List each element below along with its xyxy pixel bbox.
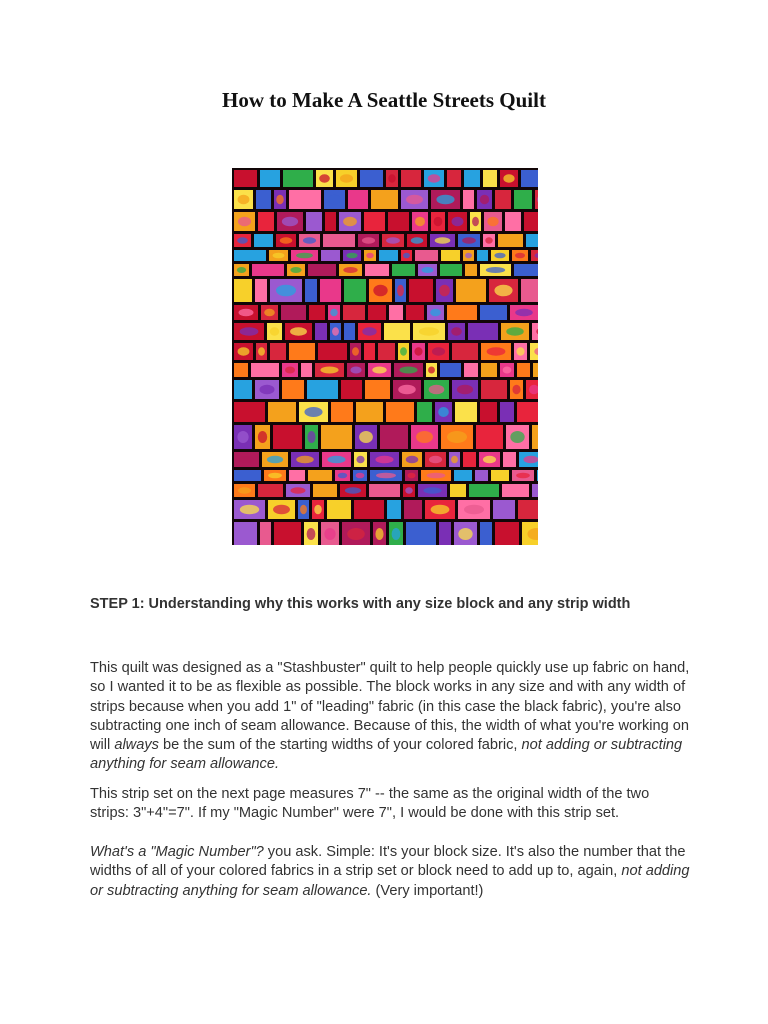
quilt-petal: [307, 528, 316, 540]
quilt-patch: [331, 402, 353, 422]
quilt-petal: [423, 487, 441, 494]
paragraph-3: [90, 843, 690, 901]
quilt-petal: [486, 267, 505, 273]
quilt-patch: [480, 305, 507, 320]
quilt-patch: [517, 402, 538, 422]
quilt-patch: [514, 264, 538, 276]
quilt-petal: [452, 217, 464, 227]
quilt-petal: [340, 174, 353, 183]
quilt-petal: [343, 267, 357, 273]
quilt-petal: [405, 487, 413, 494]
quilt-petal: [319, 174, 330, 183]
quilt-patch: [447, 170, 461, 187]
quilt-patch: [234, 402, 265, 422]
quilt-patch: [371, 190, 398, 209]
quilt-petal: [332, 327, 339, 336]
quilt-petal: [436, 195, 454, 205]
quilt-petal: [438, 407, 449, 417]
quilt-petal: [267, 456, 283, 464]
quilt-petal: [399, 367, 417, 374]
quilt-petal: [345, 487, 361, 494]
quilt-petal: [273, 505, 290, 515]
quilt-patch: [406, 305, 424, 320]
quilt-petal: [465, 456, 473, 464]
quilt-petal: [407, 473, 415, 479]
quilt-patch: [521, 279, 538, 302]
quilt-petal: [240, 327, 259, 336]
quilt-patch: [356, 402, 383, 422]
paragraph-1-emphasis-always: always: [114, 737, 159, 754]
quilt-patch: [464, 170, 480, 187]
quilt-petal: [282, 217, 298, 227]
quilt-petal: [239, 456, 255, 464]
quilt-patch: [378, 343, 395, 360]
quilt-patch: [406, 522, 436, 545]
quilt-patch: [526, 234, 538, 247]
quilt-patch: [517, 363, 530, 377]
quilt-patch: [234, 250, 266, 261]
quilt-petal: [406, 456, 419, 464]
quilt-patch: [379, 250, 398, 261]
quilt-petal: [503, 174, 514, 183]
step-1-heading: STEP 1: Understanding why this works with any size block and any strip width: [90, 596, 631, 612]
quilt-petal: [264, 309, 275, 317]
quilt-patch: [518, 500, 538, 519]
quilt-patch: [365, 264, 389, 276]
quilt-petal: [238, 217, 251, 227]
quilt-patch: [417, 402, 432, 422]
quilt-patch: [483, 170, 497, 187]
quilt-petal: [352, 347, 359, 356]
quilt-petal: [290, 327, 307, 336]
quilt-patch: [441, 250, 460, 261]
page-title: How to Make A Seattle Streets Quilt: [222, 88, 546, 112]
quilt-petal: [524, 456, 539, 464]
quilt-petal: [503, 367, 512, 374]
quilt-patch: [305, 279, 317, 302]
quilt-petal: [503, 237, 519, 244]
quilt-patch: [440, 264, 462, 276]
quilt-patch: [348, 190, 368, 209]
quilt-photo-image: [232, 168, 538, 545]
quilt-patch: [344, 323, 355, 340]
quilt-petal: [510, 431, 524, 443]
quilt-petal: [457, 385, 473, 395]
quilt-petal: [458, 528, 472, 540]
quilt-petal: [376, 473, 396, 479]
quilt-patch: [343, 305, 365, 320]
quilt-patch: [313, 484, 337, 497]
quilt-patch: [389, 305, 403, 320]
quilt-petal: [343, 217, 357, 227]
quilt-patch: [258, 212, 274, 231]
quilt-petal: [270, 327, 279, 336]
quilt-petal: [338, 473, 347, 479]
quilt-patch: [369, 484, 400, 497]
quilt-petal: [375, 456, 393, 464]
quilt-petal: [359, 431, 373, 443]
quilt-patch: [537, 470, 538, 481]
quilt-petal: [447, 431, 467, 443]
quilt-petal: [432, 347, 445, 356]
quilt-patch: [514, 190, 532, 209]
quilt-petal: [296, 456, 314, 464]
quilt-patch: [415, 250, 438, 261]
paragraph-1: [90, 659, 690, 775]
quilt-patch: [404, 500, 422, 519]
quilt-patch: [505, 212, 521, 231]
quilt-patch: [384, 323, 410, 340]
quilt-patch: [260, 522, 271, 545]
paragraph-1-text-2: be the sum of the starting widths of your colored fabric,: [158, 737, 522, 754]
quilt-petal: [516, 473, 530, 479]
quilt-patch: [283, 170, 313, 187]
quilt-patch: [354, 500, 384, 519]
paragraph-3-emphasis-question: What's a "Magic Number"?: [90, 844, 264, 860]
quilt-patch: [447, 305, 477, 320]
quilt-petal: [237, 237, 248, 244]
quilt-patch: [450, 484, 466, 497]
quilt-petal: [397, 285, 404, 297]
quilt-petal: [280, 237, 293, 244]
quilt-patch: [468, 323, 498, 340]
quilt-patch: [521, 170, 538, 187]
quilt-petal: [346, 253, 357, 259]
quilt-petal: [419, 327, 439, 336]
quilt-patch: [455, 402, 477, 422]
quilt-petal: [238, 487, 251, 494]
quilt-petal: [512, 385, 520, 395]
quilt-patch: [301, 363, 312, 377]
quilt-patch: [273, 425, 302, 449]
quilt-petal: [515, 309, 533, 317]
quilt-petal: [366, 253, 374, 259]
quilt-patch: [323, 234, 355, 247]
quilt-patch: [308, 264, 336, 276]
quilt-patch: [234, 279, 252, 302]
quilt-petal: [290, 267, 301, 273]
quilt-patch: [365, 380, 390, 399]
quilt-patch: [321, 425, 352, 449]
quilt-petal: [516, 347, 524, 356]
quilt-patch: [252, 264, 284, 276]
quilt-patch: [360, 170, 383, 187]
quilt-patch: [532, 425, 538, 449]
quilt-patch: [495, 522, 519, 545]
quilt-patch: [251, 363, 279, 377]
quilt-patch: [401, 170, 421, 187]
quilt-patch: [500, 402, 514, 422]
quilt-patch: [234, 380, 252, 399]
quilt-petal: [258, 237, 270, 244]
quilt-patch: [315, 323, 327, 340]
quilt-petal: [238, 347, 250, 356]
quilt-petal: [414, 347, 422, 356]
quilt-patch: [268, 402, 296, 422]
quilt-petal: [506, 327, 524, 336]
quilt-petal: [356, 473, 365, 479]
quilt-patch: [234, 170, 257, 187]
quilt-petal: [422, 267, 434, 273]
quilt-petal: [480, 195, 489, 205]
quilt-patch: [480, 522, 492, 545]
quilt-patch: [256, 190, 271, 209]
quilt-patch: [318, 343, 347, 360]
quilt-patch: [289, 343, 315, 360]
quilt-petal: [430, 309, 441, 317]
quilt-patch: [481, 363, 497, 377]
quilt-petal: [303, 237, 316, 244]
quilt-petal: [515, 253, 525, 259]
quilt-petal: [237, 267, 246, 273]
quilt-petal: [304, 407, 322, 417]
quilt-petal: [415, 217, 425, 227]
quilt-petal: [276, 285, 296, 297]
quilt-petal: [362, 327, 376, 336]
quilt-petal: [296, 253, 313, 259]
quilt-petal: [273, 253, 285, 259]
quilt-patch: [289, 190, 321, 209]
quilt-patch: [380, 425, 408, 449]
quilt-petal: [386, 237, 400, 244]
quilt-patch: [386, 402, 414, 422]
quilt-petal: [324, 528, 335, 540]
quilt-petal: [451, 327, 462, 336]
quilt-patch: [480, 402, 497, 422]
quilt-patch: [452, 343, 478, 360]
quilt-petal: [291, 487, 306, 494]
quilt-patch: [440, 363, 461, 377]
quilt-petal: [465, 253, 472, 259]
quilt-petal: [373, 285, 387, 297]
quilt-petal: [388, 174, 396, 183]
quilt-patch: [341, 380, 362, 399]
quilt-petal: [258, 431, 267, 443]
quilt-petal: [330, 309, 338, 317]
quilt-patch: [281, 305, 306, 320]
quilt-petal: [427, 473, 446, 479]
quilt-petal: [483, 456, 496, 464]
quilt-patch: [321, 250, 340, 261]
quilt-patch: [270, 343, 286, 360]
quilt-petal: [276, 195, 284, 205]
quilt-petal: [239, 309, 254, 317]
quilt-petal: [300, 505, 307, 515]
quilt-petal: [347, 528, 365, 540]
quilt-petal: [494, 253, 505, 259]
quilt-petal: [328, 195, 341, 205]
quilt-patch: [255, 279, 267, 302]
quilt-patch: [274, 522, 301, 545]
quilt-patch: [320, 279, 341, 302]
quilt-patch: [463, 190, 474, 209]
quilt-patch: [368, 305, 386, 320]
quilt-petal: [314, 505, 322, 515]
quilt-petal: [416, 431, 433, 443]
paragraph-3-text: you ask. Simple: It's your block size. It's also the number that the widths of all of your colored fabrics in a strip set or block need to add up to, again,: [90, 844, 686, 880]
paragraph-1-emphasis-seam: not adding or subtracting anything for seam allowance.: [90, 737, 683, 773]
paragraph-3-text-2: (Very important!): [371, 882, 484, 899]
quilt-petal: [362, 237, 375, 244]
quilt-patch: [524, 212, 538, 231]
quilt-petal: [350, 367, 361, 374]
quilt-petal: [403, 253, 410, 259]
quilt-patch: [502, 484, 529, 497]
quilt-petal: [285, 367, 295, 374]
quilt-petal: [307, 431, 315, 443]
quilt-patch: [464, 363, 478, 377]
quilt-petal: [429, 385, 445, 395]
quilt-patch: [456, 279, 486, 302]
quilt-petal: [400, 347, 407, 356]
quilt-patch: [344, 279, 366, 302]
quilt-petal: [429, 456, 442, 464]
quilt-petal: [439, 285, 450, 297]
quilt-patch: [493, 500, 515, 519]
quilt-patch: [234, 363, 248, 377]
quilt-photo: [232, 168, 538, 545]
quilt-petal: [238, 195, 250, 205]
quilt-petal: [332, 505, 347, 515]
quilt-patch: [234, 470, 261, 481]
quilt-patch: [388, 212, 409, 231]
quilt-patch: [306, 212, 322, 231]
quilt-petal: [260, 385, 275, 395]
quilt-patch: [481, 380, 507, 399]
quilt-patch: [325, 212, 336, 231]
quilt-patch: [491, 470, 509, 481]
quilt-petal: [472, 217, 479, 227]
quilt-petal: [428, 174, 441, 183]
quilt-patch: [234, 522, 257, 545]
quilt-patch: [476, 425, 503, 449]
quilt-patch: [392, 264, 415, 276]
quilt-patch: [364, 343, 375, 360]
quilt-petal: [375, 528, 383, 540]
quilt-patch: [307, 380, 338, 399]
quilt-patch: [364, 212, 385, 231]
quilt-patch: [439, 522, 451, 545]
quilt-petal: [406, 195, 423, 205]
paragraph-1-text: This quilt was designed as a "Stashbuster" quilt to help people quickly use up fabric on hand, so I wanted it to be as flexible as possible. The block works in any size and with any width of strips because when you add 1" of "leading" fabric (in this case the black fabric), you're also subtracting one inch of seam allowance. Because of this, the width of what you're working on will: [90, 660, 690, 754]
quilt-petal: [428, 367, 435, 374]
quilt-petal: [431, 505, 450, 515]
quilt-patch: [475, 470, 488, 481]
quilt-petal: [494, 285, 512, 297]
quilt-petal: [327, 456, 345, 464]
quilt-petal: [451, 456, 458, 464]
quilt-petal: [464, 505, 484, 515]
quilt-patch: [258, 484, 283, 497]
paragraph-3-emphasis-seam: not adding or subtracting anything for seam allowance.: [90, 863, 690, 899]
quilt-patch: [282, 380, 304, 399]
quilt-patch: [495, 190, 511, 209]
quilt-patch: [503, 452, 516, 467]
quilt-petal: [398, 385, 416, 395]
quilt-petal: [258, 347, 265, 356]
quilt-petal: [411, 237, 424, 244]
quilt-petal: [392, 528, 401, 540]
quilt-petal: [487, 347, 506, 356]
quilt-petal: [240, 505, 259, 515]
quilt-petal: [485, 237, 493, 244]
quilt-patch: [533, 363, 538, 377]
quilt-patch: [309, 305, 325, 320]
quilt-patch: [308, 470, 332, 481]
quilt-patch: [260, 170, 280, 187]
quilt-patch: [454, 470, 472, 481]
quilt-patch: [289, 470, 305, 481]
quilt-petal: [372, 367, 386, 374]
quilt-patch: [409, 279, 433, 302]
quilt-petal: [268, 473, 282, 479]
quilt-patch: [477, 250, 488, 261]
paragraph-2: This strip set on the next page measures 7" -- the same as the original width of the two strips: 3"+4"=7". If my "Magic Number" were 7", I would be done with this strip set.: [90, 786, 650, 822]
quilt-patch: [387, 500, 401, 519]
quilt-petal: [320, 367, 338, 374]
quilt-petal: [435, 237, 451, 244]
quilt-patch: [465, 264, 477, 276]
quilt-petal: [462, 237, 476, 244]
quilt-petal: [434, 217, 443, 227]
quilt-petal: [356, 456, 364, 464]
quilt-petal: [487, 217, 498, 227]
quilt-petal: [237, 431, 248, 443]
quilt-patch: [469, 484, 499, 497]
